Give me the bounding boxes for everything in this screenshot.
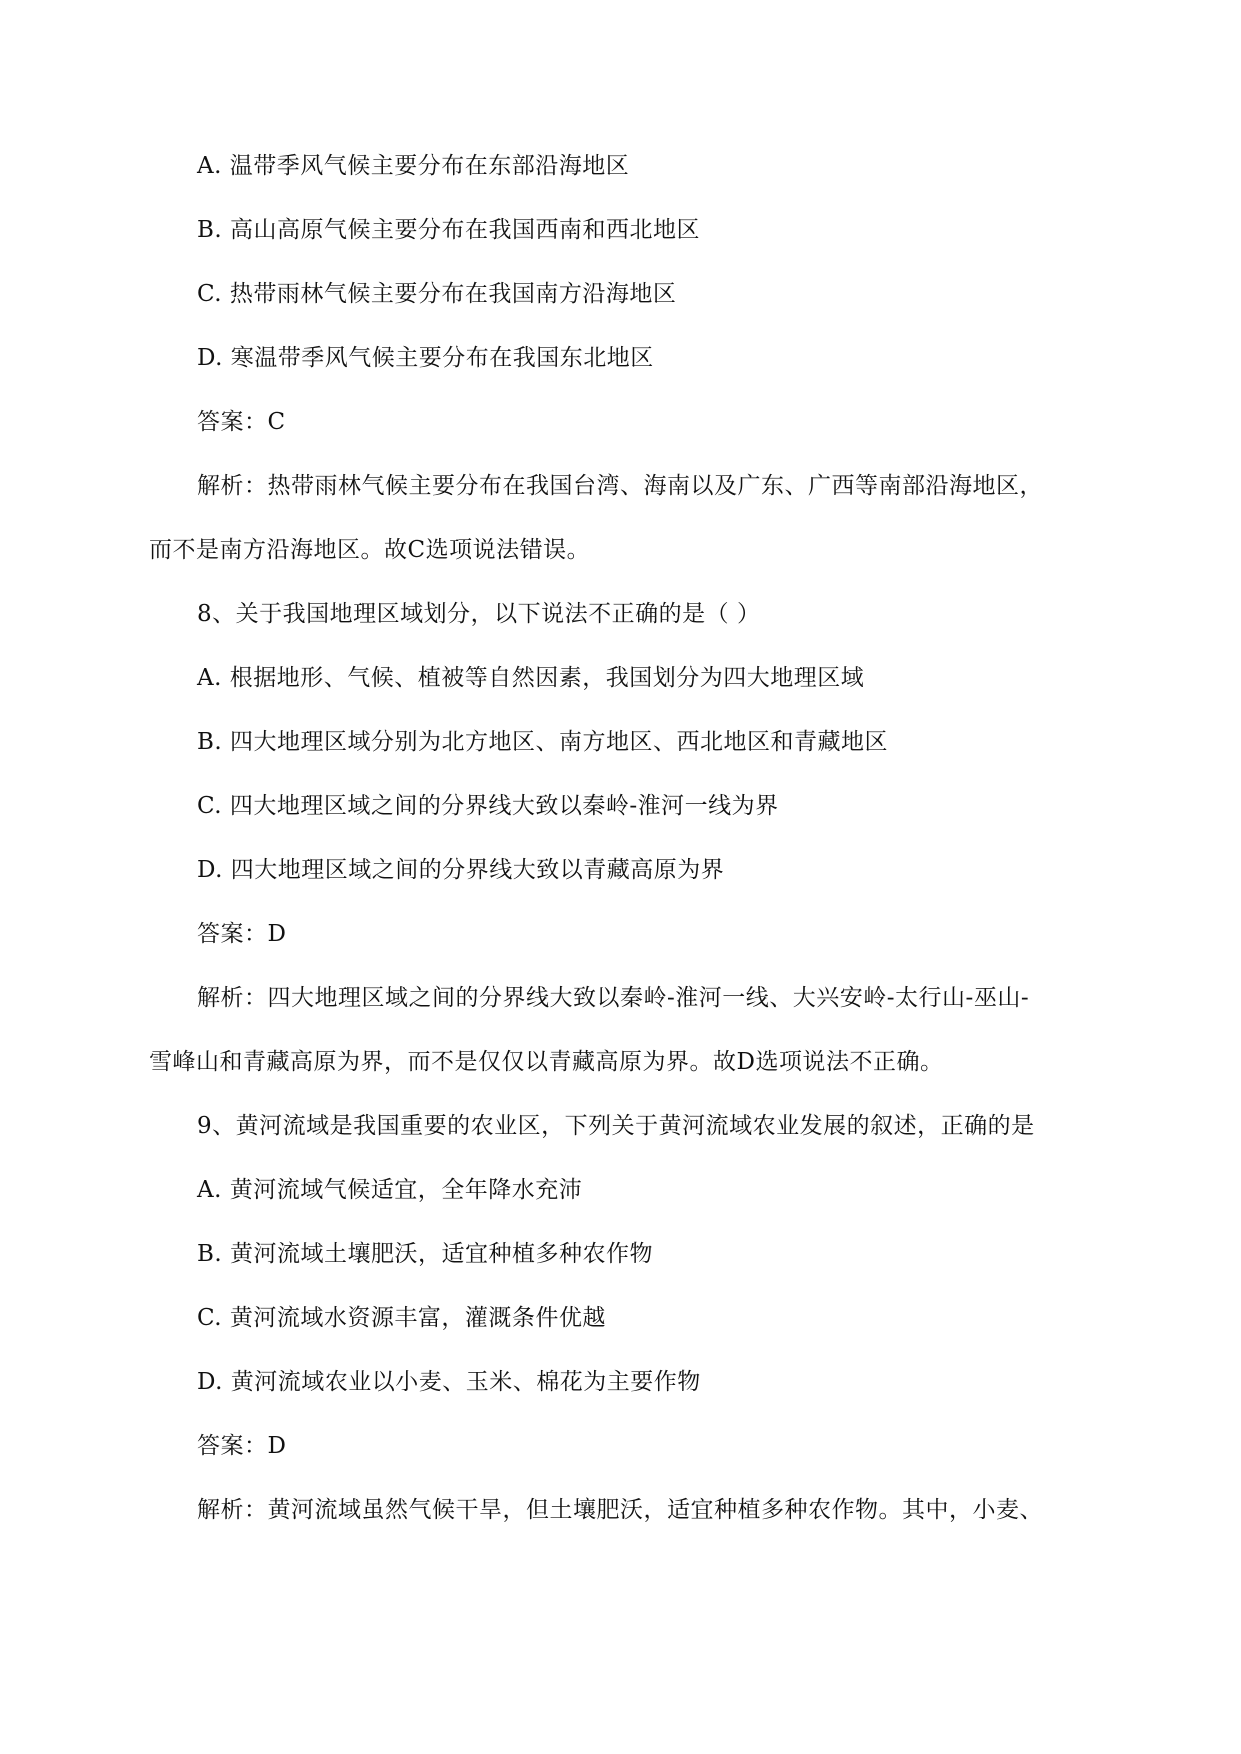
q9-question: 9、黄河流域是我国重要的农业区，下列关于黄河流域农业发展的叙述，正确的是 <box>197 1113 1035 1139</box>
q9-option-b: B. 黄河流域土壤肥沃，适宜种植多种农作物 <box>197 1241 654 1267</box>
q7-analysis-line-1: 解析：热带雨林气候主要分布在我国台湾、海南以及广东、广西等南部沿海地区， <box>197 473 1043 499</box>
q8-answer: 答案：D <box>197 921 287 947</box>
q9-analysis-line-1: 解析：黄河流域虽然气候干旱，但土壤肥沃，适宜种植多种农作物。其中，小麦、 <box>197 1497 1043 1523</box>
q8-option-a: A. 根据地形、气候、植被等自然因素，我国划分为四大地理区域 <box>197 665 865 691</box>
q9-answer: 答案：D <box>197 1433 287 1459</box>
q8-option-b: B. 四大地理区域分别为北方地区、南方地区、西北地区和青藏地区 <box>197 729 889 755</box>
q9-option-d: D. 黄河流域农业以小麦、玉米、棉花为主要作物 <box>197 1369 701 1395</box>
q8-option-c: C. 四大地理区域之间的分界线大致以秦岭-淮河一线为界 <box>197 793 779 819</box>
q7-answer: 答案：C <box>197 409 286 435</box>
q9-option-c: C. 黄河流域水资源丰富，灌溉条件优越 <box>197 1305 606 1331</box>
q8-question: 8、关于我国地理区域划分，以下说法不正确的是（ ） <box>197 601 761 627</box>
q8-analysis-line-1: 解析：四大地理区域之间的分界线大致以秦岭-淮河一线、大兴安岭-太行山-巫山- <box>197 985 1030 1011</box>
q8-analysis-line-2: 雪峰山和青藏高原为界，而不是仅仅以青藏高原为界。故D选项说法不正确。 <box>149 1049 944 1075</box>
q7-analysis-line-2: 而不是南方沿海地区。故C选项说法错误。 <box>149 537 591 563</box>
q7-option-d: D. 寒温带季风气候主要分布在我国东北地区 <box>197 345 654 371</box>
q7-option-b: B. 高山高原气候主要分布在我国西南和西北地区 <box>197 217 701 243</box>
q7-option-a: A. 温带季风气候主要分布在东部沿海地区 <box>197 153 630 179</box>
q8-option-d: D. 四大地理区域之间的分界线大致以青藏高原为界 <box>197 857 725 883</box>
q7-option-c: C. 热带雨林气候主要分布在我国南方沿海地区 <box>197 281 677 307</box>
q9-option-a: A. 黄河流域气候适宜，全年降水充沛 <box>197 1177 583 1203</box>
